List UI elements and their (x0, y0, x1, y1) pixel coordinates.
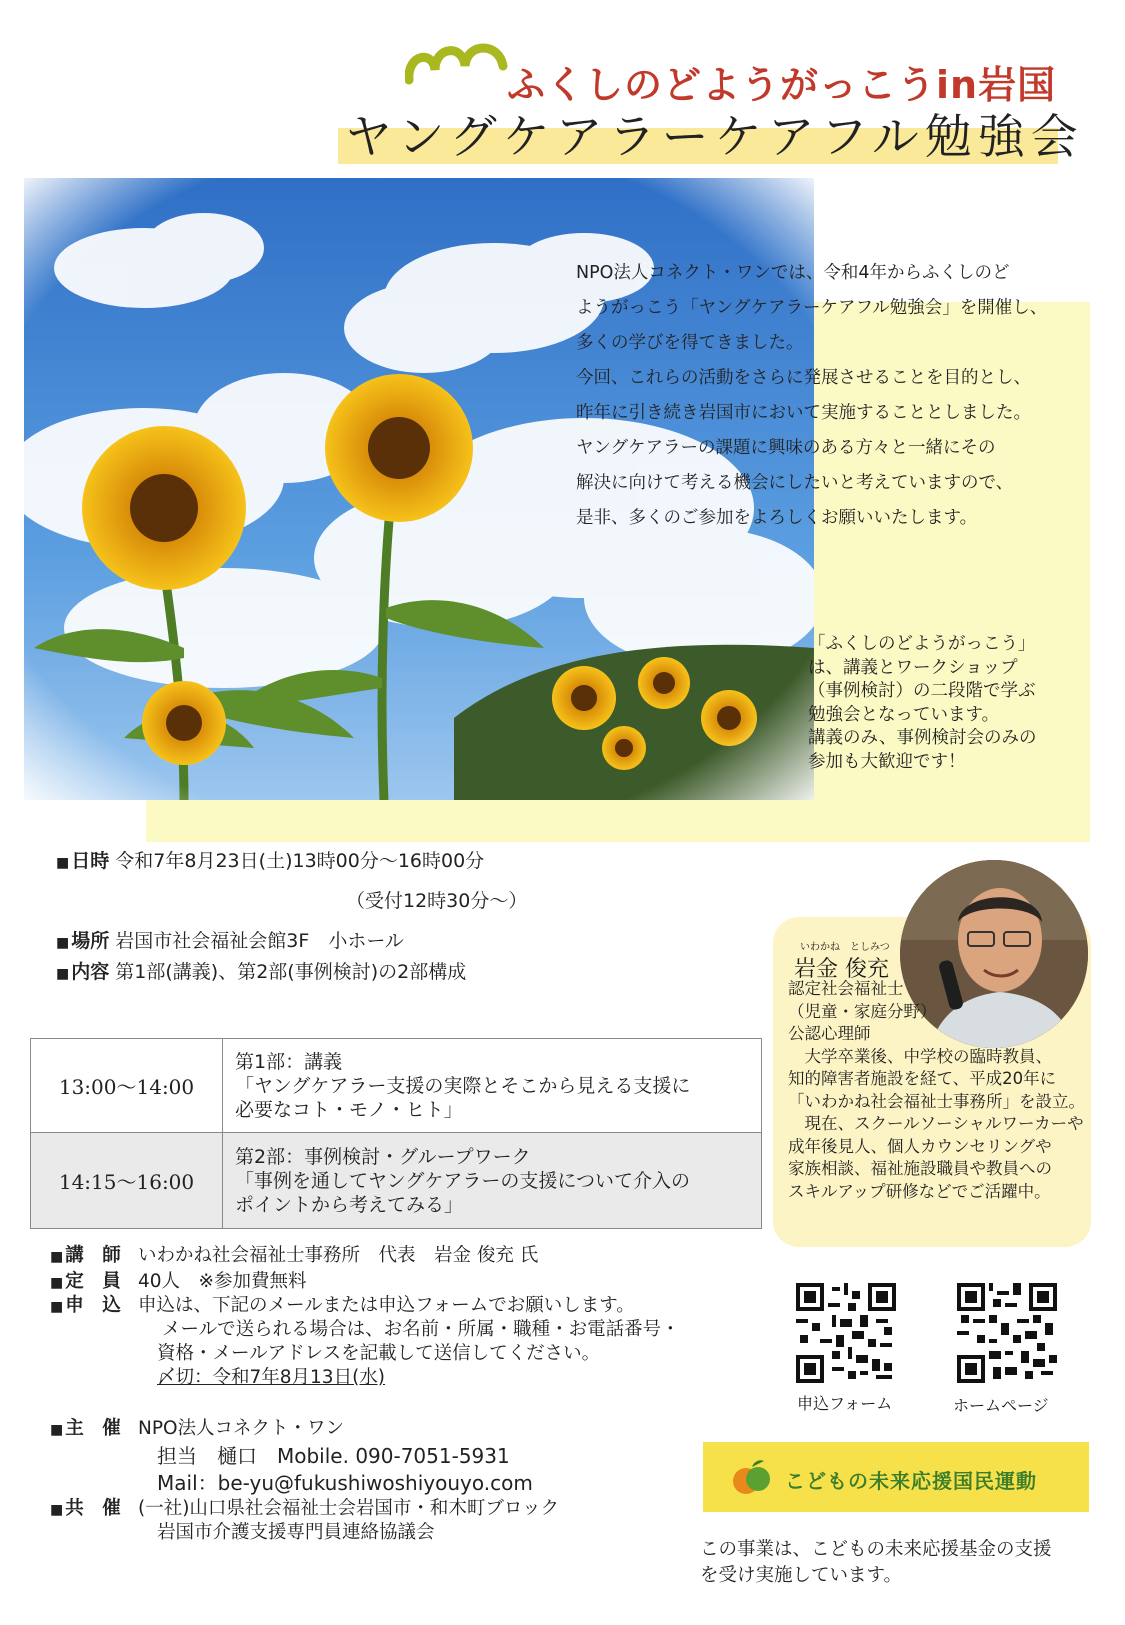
host-email: Mail：be-yu@fukushiwoshiyouyo.com (157, 1471, 533, 1495)
speaker-line: 現在、スクールソーシャルワーカーや (788, 1114, 1084, 1133)
apply-text: 資格・メールアドレスを記載して送信してください。 (157, 1343, 601, 1364)
speaker-line: 大学卒業後、中学校の臨時教員、 (788, 1046, 1052, 1066)
content-value: 第1部(講義)、第2部(事例検討)の2部構成 (115, 961, 467, 983)
speaker-name-ruby: いわかね としみつ (800, 942, 890, 953)
intro-line: ヤングケアラーの課題に興味のある方々と一緒にその (576, 438, 996, 458)
lecturer-label: 講 師 (65, 1245, 121, 1266)
apply-text: 申込は、下記のメールまたは申込フォームでお願いします。 (138, 1295, 635, 1316)
page-title: ヤングケアラーケアフル勉強会 (345, 110, 1084, 165)
intro-line: 昨年に引き続き岩国市において実施することとしました。 (576, 403, 1031, 423)
note-line: 「ふくしのどようがっこう」 (808, 634, 1036, 654)
date-row (56, 846, 484, 873)
lecturer-row (50, 1244, 538, 1269)
speaker-line: 公認心理師 (788, 1024, 871, 1043)
schedule-description (223, 1039, 762, 1133)
place-label: 場所 (71, 930, 110, 952)
content-label: 内容 (71, 961, 110, 983)
host-row (50, 1417, 344, 1442)
intro-line: 是非、多くのご参加をよろしくお願いいたします。 (576, 508, 978, 528)
school-note (808, 633, 1098, 774)
schedule-time: 13:00～14:00 (31, 1039, 223, 1133)
schedule-topic: 「事例を通してヤングケアラーの支援について介入の (235, 1169, 691, 1192)
cohost-label: 共 催 (65, 1498, 121, 1519)
note-line: 講義のみ、事例検討会のみの (808, 728, 1037, 748)
speaker-line: スキルアップ研修などでご活躍中。 (788, 1181, 1051, 1201)
square-bullet-icon: ■ (50, 1422, 64, 1438)
application-form-label: 申込フォーム (797, 1394, 893, 1413)
speaker-profile (788, 978, 1108, 1203)
content-row (56, 957, 466, 984)
note-line: 参加も大歓迎です！ (808, 751, 966, 772)
speaker-line: 成年後見人、個人カウンセリングや (788, 1136, 1052, 1156)
square-bullet-icon: ■ (50, 1299, 64, 1315)
schedule-topic: ポイントから考えてみる」 (235, 1193, 464, 1216)
speaker-line: 家族相談、福祉施設職員や教員への (788, 1159, 1052, 1178)
host-contact: 担当 樋口 Mobile. 090-7051-5931 (157, 1444, 510, 1468)
cloud-logo-icon (405, 36, 515, 86)
schedule-part: 第1部：講義 (235, 1050, 343, 1073)
deadline: 〆切：令和7年8月13日(水) (157, 1367, 386, 1388)
place-value: 岩国市社会福祉会館3F 小ホール (115, 930, 404, 952)
square-bullet-icon: ■ (50, 1275, 64, 1291)
schedule-description (223, 1133, 762, 1229)
note-line: （事例検討）の二段階で学ぶ (808, 681, 1036, 701)
intro-line: 多くの学びを得てきました。 (576, 333, 804, 353)
square-bullet-icon: ■ (56, 855, 70, 871)
homepage-label: ホームページ (953, 1396, 1049, 1415)
date-label: 日時 (71, 850, 110, 872)
schedule-time: 14:15～16:00 (31, 1133, 223, 1229)
intro-line: 解決に向けて考える機会にしたいと考えていますので、 (576, 473, 1014, 493)
support-line: この事業は、こどもの未来応援基金の支援 (700, 1539, 1052, 1560)
host-label: 主 催 (65, 1418, 121, 1439)
capacity-label: 定 員 (65, 1271, 121, 1292)
intro-line: ようがっこう「ヤングケアラーケアフル勉強会」を開催し、 (576, 298, 1048, 318)
cohost-name: (一社)山口県社会福祉士会岩国市・和木町ブロック (138, 1498, 560, 1519)
support-note (700, 1537, 1052, 1589)
campaign-banner-text: こどもの未来応援国民運動 (785, 1469, 1037, 1493)
speaker-line: 認定社会福祉士 (788, 979, 904, 998)
host-name: NPO法人コネクト・ワン (138, 1418, 345, 1439)
capacity-value: 40人 ※参加費無料 (138, 1271, 307, 1292)
square-bullet-icon: ■ (56, 966, 70, 982)
note-line: 勉強会となっています。 (808, 704, 1000, 725)
schedule-topic: 必要なコト・モノ・ヒト」 (235, 1098, 463, 1121)
note-line: は、講義とワークショップ (808, 657, 1018, 678)
schedule-part: 第2部：事例検討・グループワーク (235, 1145, 531, 1168)
speaker-line: （児童・家庭分野） (788, 1001, 937, 1021)
schedule-table (30, 1038, 762, 1229)
square-bullet-icon: ■ (50, 1502, 64, 1518)
apply-label: 申 込 (65, 1295, 121, 1316)
speaker-line: 「いわかね社会福祉士事務所」を設立。 (788, 1091, 1085, 1111)
homepage-qr-icon[interactable] (957, 1283, 1057, 1383)
application-form-qr-icon[interactable] (796, 1283, 896, 1383)
intro-line: NPO法人コネクト・ワンでは、令和4年からふくしのど (576, 263, 1010, 283)
event-subtitle: ふくしのどようがっこうin岩国 (507, 63, 1057, 107)
place-row (56, 926, 404, 953)
lecturer-value: いわかね社会福祉士事務所 代表 岩金 俊充 氏 (138, 1245, 539, 1266)
schedule-row (31, 1133, 762, 1229)
support-line: を受け実施しています。 (700, 1565, 903, 1586)
cohost-name: 岩国市介護支援専門員連絡協議会 (157, 1522, 435, 1543)
cohost-row (50, 1497, 559, 1522)
square-bullet-icon: ■ (50, 1249, 64, 1265)
schedule-row (31, 1039, 762, 1133)
speaker-name: 岩金 俊充 (794, 957, 889, 982)
schedule-topic: 「ヤングケアラー支援の実際とそこから見える支援に (235, 1074, 691, 1097)
intro-text (576, 256, 1096, 536)
date-value: 令和7年8月23日(土)13時00分～16時00分 (115, 850, 485, 872)
capacity-row (50, 1270, 307, 1295)
fruit-logo-icon (730, 1457, 774, 1497)
apply-text: メールで送られる場合は、お名前・所属・職種・お電話番号・ (162, 1319, 680, 1340)
square-bullet-icon: ■ (56, 935, 70, 951)
reception-time: （受付12時30分～） (346, 890, 528, 912)
speaker-line: 知的障害者施設を経て、平成20年に (788, 1069, 1057, 1088)
apply-row (50, 1294, 635, 1319)
intro-line: 今回、これらの活動をさらに発展させることを目的とし、 (576, 368, 1031, 388)
